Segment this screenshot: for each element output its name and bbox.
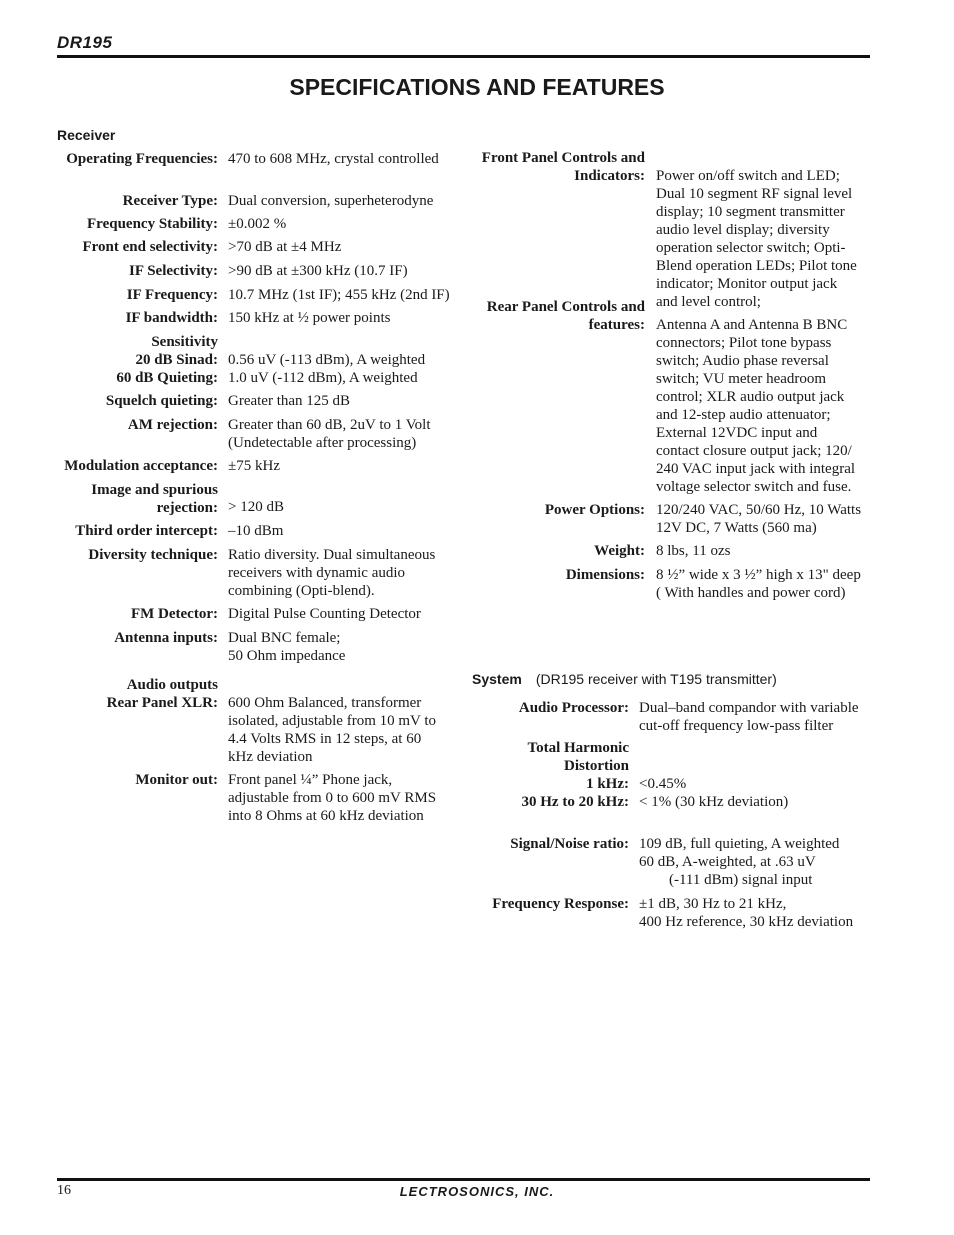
spec-value-line: Ratio diversity. Dual simultaneous — [228, 547, 436, 563]
receiver-spec-value — [228, 351, 425, 387]
spec-label-line: Image and spurious — [91, 482, 218, 498]
receiver-heading: Receiver — [57, 127, 116, 143]
spec-value-line: 109 dB, full quieting, A weighted — [639, 836, 840, 852]
spec-value-line: and level control; — [656, 294, 761, 310]
spec-value-line: 8 lbs, 11 ozs — [656, 543, 731, 559]
panel-spec-value — [656, 542, 730, 560]
panel-spec-value — [656, 167, 857, 311]
receiver-spec-label — [57, 215, 218, 233]
system-spec-label — [470, 895, 629, 913]
spec-label-line: IF Selectivity: — [129, 263, 218, 279]
spec-label-line: Audio Processor: — [518, 700, 629, 716]
spec-label-line: Sensitivity — [151, 334, 218, 350]
receiver-spec-value — [228, 192, 433, 210]
spec-label-line: AM rejection: — [127, 417, 218, 433]
spec-label-line: FM Detector: — [130, 606, 218, 622]
spec-value-line: Power on/off switch and LED; — [656, 168, 840, 184]
panel-spec-value — [656, 316, 855, 496]
spec-value-line: contact closure output jack; 120/ — [656, 443, 852, 459]
receiver-spec-label — [57, 676, 218, 712]
spec-label-line: Dimensions: — [565, 567, 645, 583]
spec-value-line: indicator; Monitor output jack — [656, 276, 838, 292]
receiver-spec-value — [228, 629, 345, 665]
spec-value-line: voltage selector switch and fuse. — [656, 479, 852, 495]
spec-label-line: Front Panel Controls and — [481, 150, 645, 166]
spec-label-line: 30 Hz to 20 kHz: — [521, 794, 629, 810]
system-spec-label — [470, 835, 629, 853]
system-spec-value — [639, 775, 788, 811]
spec-value-line: –10 dBm — [228, 523, 284, 539]
spec-value-line: 240 VAC input jack with integral — [656, 461, 856, 477]
spec-value-line: Front panel ¼” Phone jack, — [228, 772, 393, 788]
receiver-spec-label — [57, 262, 218, 280]
spec-label-line: Frequency Response: — [492, 896, 629, 912]
system-title: System — [472, 671, 522, 687]
spec-value-line: 8 ½” wide x 3 ½” high x 13" deep — [656, 567, 861, 583]
spec-label-line: rejection: — [156, 500, 218, 516]
receiver-spec-value — [228, 238, 341, 256]
system-subtitle: (DR195 receiver with T195 transmitter) — [535, 671, 777, 687]
spec-label-line: 1 kHz: — [586, 776, 629, 792]
spec-value-line: combining (Opti-blend). — [228, 583, 375, 599]
panel-spec-label — [470, 298, 645, 334]
system-spec-label — [470, 699, 629, 717]
spec-label-line: IF Frequency: — [126, 287, 218, 303]
receiver-spec-label — [57, 416, 218, 434]
spec-value-line: 0.56 uV (-113 dBm), A weighted — [228, 352, 426, 368]
spec-value-line: Digital Pulse Counting Detector — [228, 606, 421, 622]
spec-value-line: 10.7 MHz (1st IF); 455 kHz (2nd IF) — [228, 287, 450, 303]
spec-value-line: Antenna A and Antenna B BNC — [656, 317, 848, 333]
header-rule — [57, 55, 870, 58]
spec-label-line: Indicators: — [574, 168, 645, 184]
panel-spec-label — [470, 542, 645, 560]
spec-value-line: 50 Ohm impedance — [228, 648, 346, 664]
spec-value-line: (-111 dBm) signal input — [669, 872, 813, 888]
spec-label-line: Power Options: — [544, 502, 645, 518]
spec-value-line: 150 kHz at ½ power points — [228, 310, 391, 326]
receiver-spec-label — [57, 546, 218, 564]
system-heading — [472, 671, 777, 687]
panel-spec-label — [470, 501, 645, 519]
receiver-spec-value — [228, 694, 436, 766]
receiver-spec-value — [228, 457, 280, 475]
spec-value-line: adjustable from 0 to 600 mV RMS — [228, 790, 437, 806]
receiver-spec-label — [57, 238, 218, 256]
spec-value-line: cut-off frequency low-pass filter — [639, 718, 834, 734]
spec-value-line: receivers with dynamic audio — [228, 565, 406, 581]
spec-value-line: < 1% (30 kHz deviation) — [639, 794, 789, 810]
footer-company: LECTROSONICS, INC. — [399, 1184, 555, 1199]
spec-label-line: Weight: — [594, 543, 645, 559]
receiver-spec-label — [57, 309, 218, 327]
page-number: 16 — [57, 1183, 71, 1198]
spec-value-line: audio level display; diversity — [656, 222, 830, 238]
receiver-spec-label — [57, 605, 218, 623]
spec-value-line: External 12VDC input and — [656, 425, 818, 441]
spec-label-line: 20 dB Sinad: — [135, 352, 218, 368]
spec-label-line: Rear Panel Controls and — [486, 299, 645, 315]
spec-value-line: switch; Audio phase reversal — [656, 353, 829, 369]
receiver-spec-value — [228, 150, 439, 168]
receiver-spec-value — [228, 416, 431, 452]
spec-value-line: 400 Hz reference, 30 kHz deviation — [639, 914, 854, 930]
spec-label-line: Modulation acceptance: — [64, 458, 218, 474]
spec-value-line: 12V DC, 7 Watts (560 ma) — [656, 520, 817, 536]
spec-value-line: Dual conversion, superheterodyne — [228, 193, 434, 209]
receiver-spec-label — [57, 481, 218, 517]
spec-value-line: kHz deviation — [228, 749, 313, 765]
spec-value-line: 600 Ohm Balanced, transformer — [228, 695, 422, 711]
system-spec-value — [639, 835, 839, 889]
panel-spec-value — [656, 566, 861, 602]
receiver-spec-label — [57, 771, 218, 789]
spec-value-line: Greater than 60 dB, 2uV to 1 Volt — [228, 417, 431, 433]
receiver-spec-value — [228, 498, 284, 516]
spec-value-line: operation selector switch; Opti- — [656, 240, 846, 256]
spec-label-line: Distortion — [564, 758, 629, 774]
spec-label-line: Receiver Type: — [122, 193, 218, 209]
spec-value-line: control; XLR audio output jack — [656, 389, 845, 405]
receiver-spec-value — [228, 522, 283, 540]
spec-value-line: 1.0 uV (-112 dBm), A weighted — [228, 370, 418, 386]
spec-value-line: >90 dB at ±300 kHz (10.7 IF) — [228, 263, 408, 279]
panel-spec-label — [470, 149, 645, 185]
receiver-spec-label — [57, 457, 218, 475]
receiver-spec-value — [228, 286, 450, 304]
spec-value-line: 4.4 Volts RMS in 12 steps, at 60 — [228, 731, 422, 747]
spec-label-line: Monitor out: — [135, 772, 218, 788]
spec-value-line: ±1 dB, 30 Hz to 21 kHz, — [639, 896, 787, 912]
receiver-spec-value — [228, 215, 286, 233]
spec-value-line: ( With handles and power cord) — [656, 585, 846, 601]
spec-label-line: Audio outputs — [126, 677, 218, 693]
spec-value-line: 470 to 608 MHz, crystal controlled — [228, 151, 439, 167]
receiver-spec-label — [57, 286, 218, 304]
receiver-spec-label — [57, 629, 218, 647]
spec-label-line: Diversity technique: — [88, 547, 218, 563]
spec-label-line: Operating Frequencies: — [66, 151, 218, 167]
footer-rule — [57, 1178, 870, 1181]
spec-value-line: ±75 kHz — [228, 458, 280, 474]
spec-label-line: Squelch quieting: — [105, 393, 218, 409]
receiver-spec-label — [57, 333, 218, 387]
receiver-spec-value — [228, 771, 436, 825]
spec-label-line: Frequency Stability: — [87, 216, 218, 232]
spec-value-line: display; 10 segment transmitter — [656, 204, 845, 220]
spec-value-line: 60 dB, A-weighted, at .63 uV — [639, 854, 816, 870]
receiver-spec-label — [57, 192, 218, 210]
spec-value-line: switch; VU meter headroom — [656, 371, 827, 387]
receiver-spec-value — [228, 605, 421, 623]
system-spec-label — [470, 739, 629, 811]
receiver-spec-label — [57, 392, 218, 410]
spec-value-line: Greater than 125 dB — [228, 393, 351, 409]
spec-value-line: >70 dB at ±4 MHz — [228, 239, 342, 255]
receiver-spec-value — [228, 546, 435, 600]
spec-value-line: 120/240 VAC, 50/60 Hz, 10 Watts — [656, 502, 862, 518]
spec-value-line: and 12-step audio attenuator; — [656, 407, 831, 423]
header-model: DR195 — [57, 33, 113, 52]
spec-value-line: > 120 dB — [228, 499, 284, 515]
spec-value-line: Blend operation LEDs; Pilot tone — [656, 258, 857, 274]
spec-label-line: features: — [588, 317, 645, 333]
spec-value-line: ±0.002 % — [228, 216, 287, 232]
spec-label-line: Rear Panel XLR: — [106, 695, 218, 711]
spec-label-line: Front end selectivity: — [82, 239, 218, 255]
panel-spec-value — [656, 501, 861, 537]
spec-label-line: Total Harmonic — [527, 740, 629, 756]
receiver-spec-label — [57, 150, 218, 168]
spec-value-line: isolated, adjustable from 10 mV to — [228, 713, 437, 729]
panel-spec-label — [470, 566, 645, 584]
spec-value-line: connectors; Pilot tone bypass — [656, 335, 832, 351]
system-spec-value — [639, 895, 853, 931]
spec-label-line: Antenna inputs: — [114, 630, 218, 646]
spec-value-line: Dual–band compandor with variable — [639, 700, 859, 716]
spec-label-line: 60 dB Quieting: — [116, 370, 218, 386]
spec-value-line: (Undetectable after processing) — [228, 435, 417, 451]
spec-label-line: Third order intercept: — [75, 523, 218, 539]
receiver-spec-value — [228, 309, 390, 327]
page-title: SPECIFICATIONS AND FEATURES — [289, 74, 665, 100]
spec-value-line: Dual 10 segment RF signal level — [656, 186, 853, 202]
spec-value-line: <0.45% — [639, 776, 687, 792]
receiver-spec-value — [228, 262, 408, 280]
system-spec-value — [639, 699, 859, 735]
receiver-spec-value — [228, 392, 350, 410]
spec-value-line: into 8 Ohms at 60 kHz deviation — [228, 808, 424, 824]
spec-value-line: Dual BNC female; — [228, 630, 341, 646]
spec-label-line: IF bandwidth: — [125, 310, 218, 326]
receiver-spec-label — [57, 522, 218, 540]
spec-label-line: Signal/Noise ratio: — [510, 836, 629, 852]
